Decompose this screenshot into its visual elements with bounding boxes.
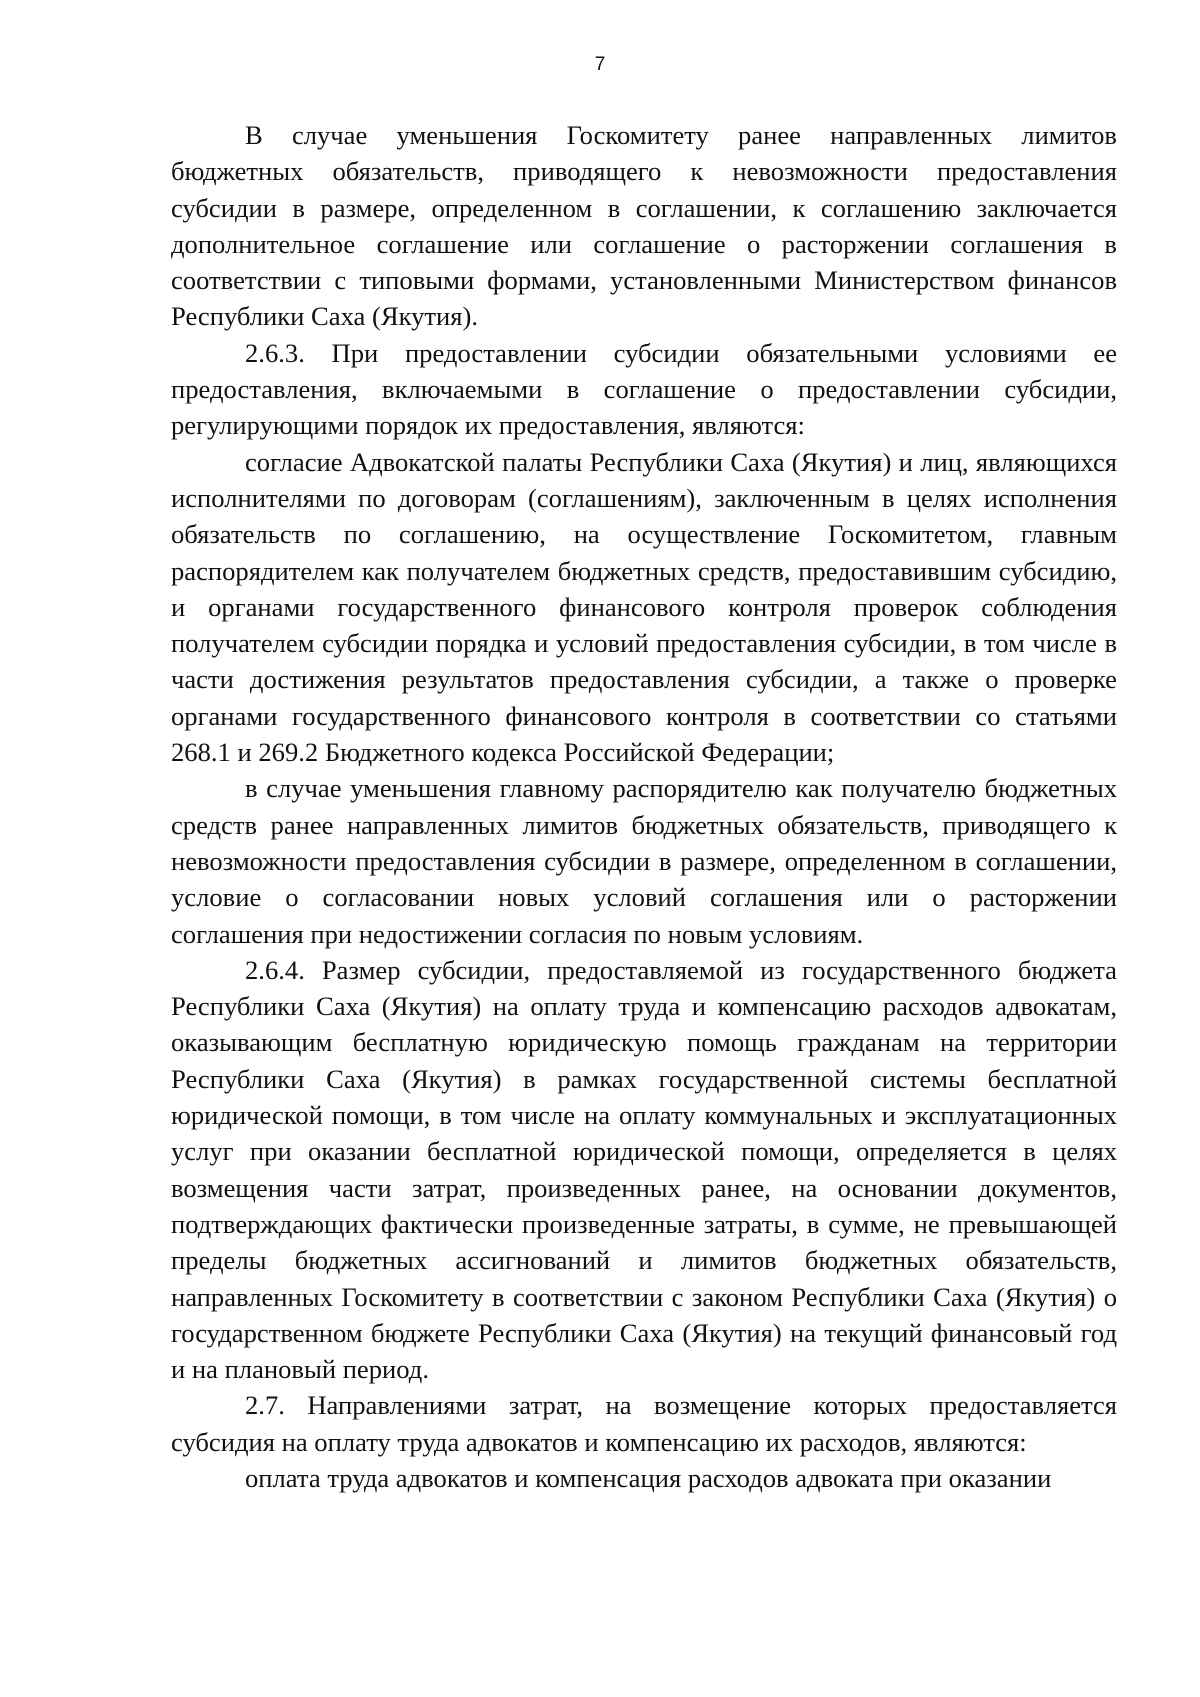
paragraph-2-7: 2.7. Направлениями затрат, на возмещение которых предоставляется субсидия на оплату труда адвокатов и компенсацию их расходов, являются:: [171, 1390, 1117, 1457]
paragraph-2-6-4: 2.6.4. Размер субсидии, предоставляемой из государственного бюджета Республики Саха (Якутия) на оплату труда и компенсацию расходов адвокатам, оказывающим бесплатную юридическую помощь гражданам на территории Республики Саха (Якутия) в рамках государственной системы бесплатной юридической помощи, в том числе на оплату коммунальных и эксплуатационных услуг при оказании бесплатной юридической помощи, определяется в целях возмещения части затрат, произведенных ранее, на основании документов, подтверждающих фактически произведенные затраты, в сумме, не превышающей пределы бюджетных ассигнований и лимитов бюджетных обязательств, направленных Госкомитету в соответствии с законом Республики Саха (Якутия) о государственном бюджете Республики Саха (Якутия) на текущий финансовый год и на плановый период.: [171, 954, 1117, 1385]
paragraph-consent-inspections: согласие Адвокатской палаты Республики Саха (Якутия) и лиц, являющихся исполнителями по договорам (соглашениям), заключенным в целях исполнения обязательств по соглашению, на осуществление Госкомитетом, главным распорядителем как получателем бюджетных средств, предоставившим субсидию, и органами государственного финансового контроля проверок соблюдения получателем субсидии порядка и условий предоставления субсидии, в том числе в части достижения результатов предоставления субсидии, а также о проверке органами государственного финансового контроля в соответствии со статьями 268.1 и 269.2 Бюджетного кодекса Российской Федерации;: [171, 446, 1117, 768]
paragraph-reduction-new-conditions: в случае уменьшения главному распорядителю как получателю бюджетных средств ранее направленных лимитов бюджетных обязательств, приводящего к невозможности предоставления субсидии в размере, определенном в соглашении, условие о согласовании новых условий соглашения или о расторжении соглашения при недостижении согласия по новым условиям.: [171, 773, 1117, 949]
document-body: [171, 117, 1117, 1496]
paragraph-2-6-3: 2.6.3. При предоставлении субсидии обязательными условиями ее предоставления, включаемыми в соглашение о предоставлении субсидии, регулирующими порядок их предоставления, являются:: [171, 337, 1117, 441]
paragraph-payment-lawyers: оплата труда адвокатов и компенсация расходов адвоката при оказании: [245, 1462, 1052, 1493]
paragraph-reduction-limits: В случае уменьшения Госкомитету ранее направленных лимитов бюджетных обязательств, приводящего к невозможности предоставления субсидии в размере, определенном в соглашении, к соглашению заключается дополнительное соглашение или соглашение о расторжении соглашения в соответствии с типовыми формами, установленными Министерством финансов Республики Саха (Якутия).: [171, 120, 1117, 332]
page-number: 7: [594, 54, 606, 75]
